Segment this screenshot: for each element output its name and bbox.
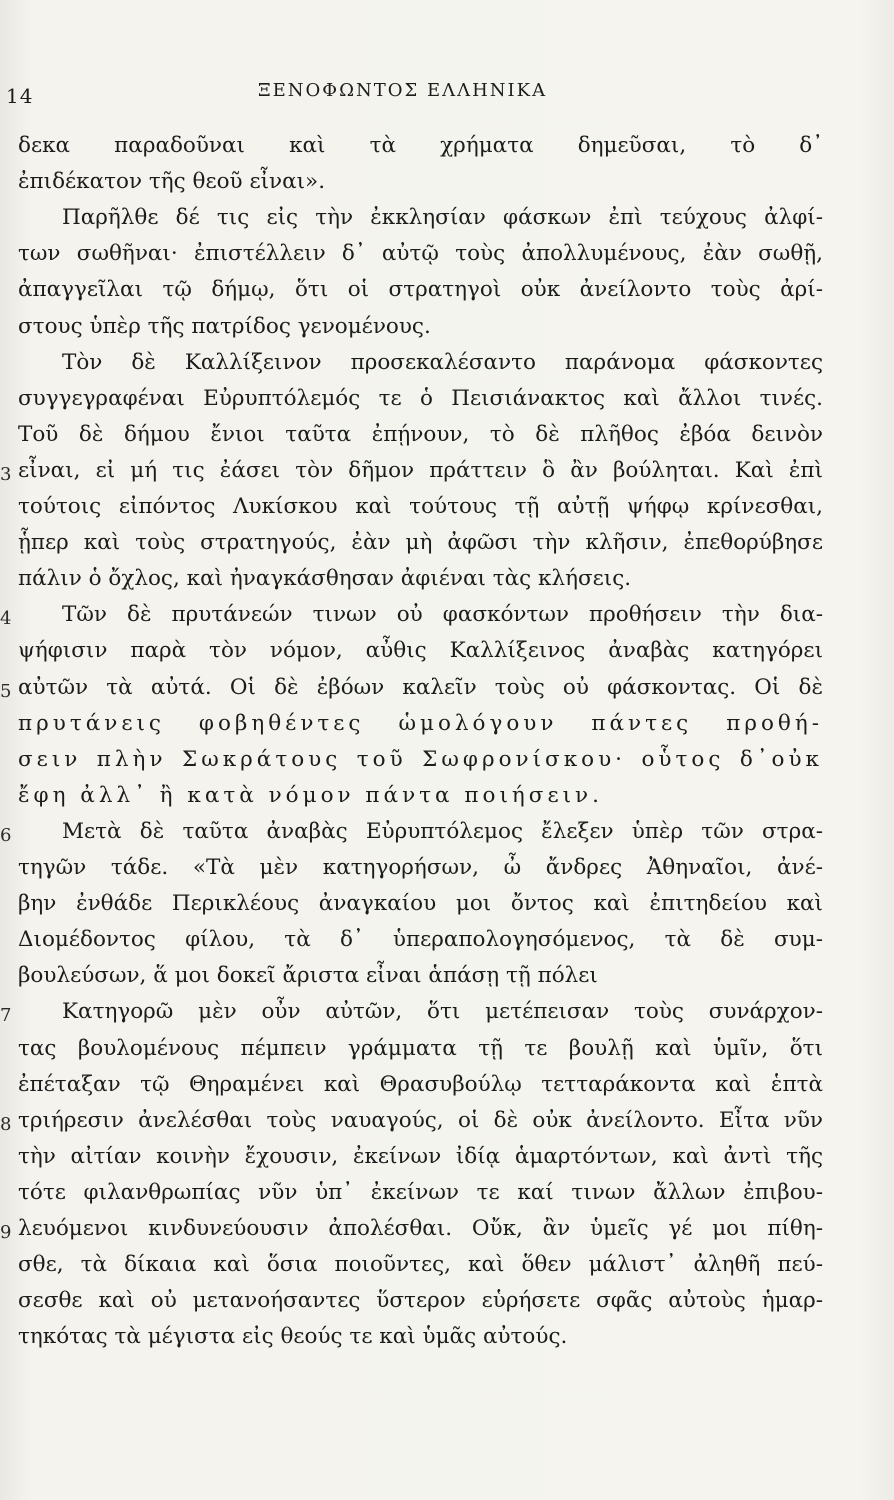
text-line: τριήρεσιν ἀνελέσθαι τοὺς ναυαγούς, οἱ δὲ οὐκ ἀνείλοντο. Εἶτα νῦν [18,1107,823,1133]
text-line: τας βουλομένους πέμπειν γράμματα τῇ τε βουλῇ καὶ ὑμῖν, ὅτι [18,1035,823,1061]
section-number: 3 [0,463,12,485]
text-line: των σωθῆναι· ἐπιστέλλειν δ᾽ αὐτῷ τοὺς ἀπολλυμένους, ἐὰν σωθῇ, [18,241,823,267]
text-line: ἀπαγγεῖλαι τῷ δήμῳ, ὅτι οἱ στρατηγοὶ οὐκ ἀνείλοντο τοὺς ἀρί- [18,277,823,303]
page-number: 14 [6,84,34,108]
section-number: 8 [0,1113,12,1135]
text-line: πρυτάνεις φοβηθέντες ὡμολόγουν πάντες προθή- [18,710,823,736]
text-line: Διομέδοντος φίλου, τὰ δ᾽ ὑπεραπολογησόμενος, τὰ δὲ συμ- [18,927,823,953]
text-line: σεσθε καὶ οὐ μετανοήσαντες ὕστερον εὑρήσετε σφᾶς αὐτοὺς ἡμαρ- [18,1288,823,1314]
text-line: ἔφη ἀλλ᾽ ἢ κατὰ νόμον πάντα ποιήσειν. [18,782,603,808]
text-line: σθε, τὰ δίκαια καὶ ὅσια ποιοῦντες, καὶ ὅθεν μάλιστ᾽ ἀληθῆ πεύ- [18,1252,823,1278]
text-line: τηγῶν τάδε. «Τὰ μὲν κατηγορήσων, ὦ ἄνδρες Ἀθηναῖοι, ἀνέ- [18,855,823,880]
text-line: ψήφισιν παρὰ τὸν νόμον, αὖθις Καλλίξεινος ἀναβὰς κατηγόρει [18,638,823,664]
section-number: 7 [0,1005,12,1027]
text-line: ἐπιδέκατον τῆς θεοῦ εἶναι». [18,169,326,195]
text-line: τότε φιλανθρωπίας νῦν ὑπ᾽ ἐκείνων τε καί τινων ἄλλων ἐπιβου- [18,1179,823,1205]
text-line: στους ὑπὲρ τῆς πατρίδος γενομένους. [18,313,431,339]
text-line: τηκότας τὰ μέγιστα εἰς θεούς τε καὶ ὑμᾶς αὐτούς. [18,1324,568,1350]
text-line: Μετὰ δὲ ταῦτα ἀναβὰς Εὐρυπτόλεμος ἔλεξεν ὑπὲρ τῶν στρα- [62,818,823,844]
text-line: βην ἐνθάδε Περικλέους ἀναγκαίου μοι ὄντος καὶ ἐπιτηδείου καὶ [18,891,823,917]
text-line: ᾗπερ καὶ τοὺς στρατηγούς, ἐὰν μὴ ἀφῶσι τὴν κλῆσιν, ἐπεθορύβησε [18,530,823,556]
text-line: Τῶν δὲ πρυτάνεών τινων οὐ φασκόντων προθήσειν τὴν δια- [62,602,823,628]
text-line: πάλιν ὁ ὄχλος, καὶ ἠναγκάσθησαν ἀφιέναι τὰς κλήσεις. [18,566,632,592]
running-head: ΞΕΝΟΦΩΝΤΟΣ ΕΛΛΗΝΙΚΑ [258,80,548,101]
text-line: βουλεύσων, ἅ μοι δοκεῖ ἄριστα εἶναι ἁπάσῃ τῇ πόλει [18,963,598,989]
text-line: τούτοις εἰπόντος Λυκίσκου καὶ τούτους τῇ αὐτῇ ψήφῳ κρίνεσθαι, [18,494,823,519]
text-line: συγγεγραφέναι Εὐρυπτόλεμός τε ὁ Πεισιάνακτος καὶ ἄλλοι τινές. [18,385,823,411]
text-line: δεκα παραδοῦναι καὶ τὰ χρήματα δημεῦσαι, τὸ δ᾽ [18,133,823,158]
text-line: Παρῆλθε δέ τις εἰς τὴν ἐκκλησίαν φάσκων ἐπὶ τεύχους ἀλφί- [62,205,823,231]
text-line: Κατηγορῶ μὲν οὖν αὐτῶν, ὅτι μετέπεισαν τοὺς συνάρχον- [62,999,823,1025]
text-line: ἐπέταξαν τῷ Θηραμένει καὶ Θρασυβούλῳ τετταράκοντα καὶ ἑπτὰ [18,1071,823,1097]
section-number: 9 [0,1222,12,1243]
text-line: τὴν αἰτίαν κοινὴν ἔχουσιν, ἐκείνων ἰδίᾳ ἁμαρτόντων, καὶ ἀντὶ τῆς [18,1143,823,1169]
section-number: 5 [0,680,12,702]
text-line: Τὸν δὲ Καλλίξεινον προσεκαλέσαντο παράνομα φάσκοντες [62,349,823,375]
text-line: λευόμενοι κινδυνεύουσιν ἀπολέσθαι. Οὔκ, ἂν ὑμεῖς γέ μοι πίθη- [18,1216,823,1241]
text-line: Τοῦ δὲ δήμου ἔνιοι ταῦτα ἐπῄνουν, τὸ δὲ πλῆθος ἐβόα δεινὸν [18,421,823,447]
text-line: αὐτῶν τὰ αὐτά. Οἱ δὲ ἐβόων καλεῖν τοὺς οὐ φάσκοντας. Οἱ δὲ [18,674,823,700]
text-line: σειν πλὴν Σωκράτους τοῦ Σωφρονίσκου· οὗτος δ᾽οὐκ [18,746,823,772]
section-number: 6 [0,824,12,846]
text-line: εἶναι, εἰ μή τις ἐάσει τὸν δῆμον πράττειν ὃ ἂν βούληται. Καὶ ἐπὶ [18,457,823,483]
section-number: 4 [0,608,12,630]
